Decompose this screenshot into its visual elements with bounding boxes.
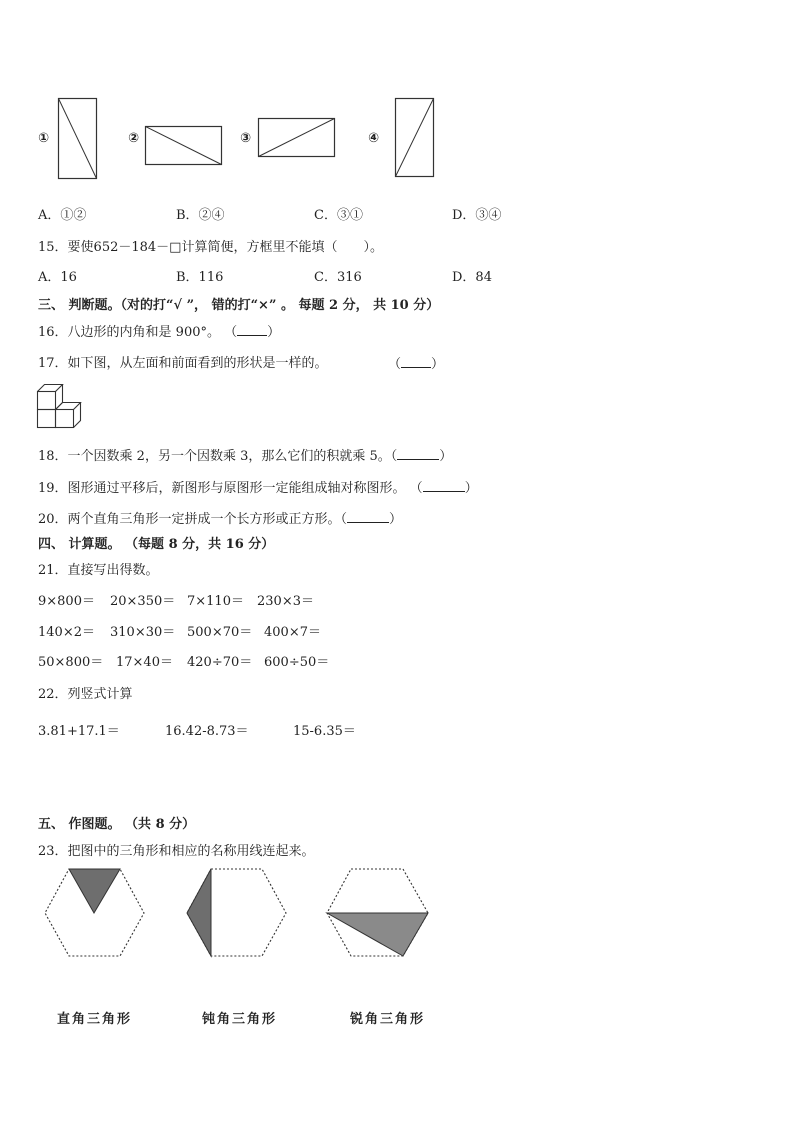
figure-label-2: ②	[128, 131, 140, 146]
q21-r2-c2: 310×30＝	[110, 625, 176, 640]
name-right-triangle: 直角三角形	[57, 1012, 133, 1027]
q17-open: （	[388, 357, 402, 372]
q21-r3-c2: 17×40＝	[116, 655, 173, 670]
q15-option-c: C．316	[314, 270, 362, 285]
q17-text: 17．如下图，从左面和前面看到的形状是一样的。	[38, 356, 328, 371]
q22-item-2: 16.42-8.73＝	[165, 724, 249, 739]
q21-r3-c1: 50×800＝	[38, 655, 104, 670]
section-3-heading: 三、 判断题。（对的打“√ ”， 错的打“×” 。 每题 2 分， 共 10 分）	[38, 298, 440, 313]
q18-close: ）	[439, 449, 453, 464]
q17	[38, 356, 328, 372]
hexagon-3	[326, 868, 430, 958]
figure-3-wide-rectangle	[258, 118, 336, 158]
q17-answer-blank[interactable]	[401, 356, 431, 368]
q17-answer	[388, 356, 444, 373]
q15-stem: 15．要使652－184－□计算简便，方框里不能填（ ）。	[38, 240, 383, 255]
hexagon-1-triangle	[69, 869, 120, 913]
q14-option-d: D．③④	[452, 208, 502, 223]
q21-r3-c4: 600÷50＝	[264, 655, 330, 670]
hexagon-2	[186, 868, 288, 958]
q20-text: 20．两个直角三角形一定拼成一个长方形或正方形。（	[38, 512, 348, 527]
q21-r2-c3: 500×70＝	[187, 625, 253, 640]
q20-close: ）	[389, 512, 403, 527]
q20	[38, 511, 402, 528]
q19-text: 19．图形通过平移后，新图形与原图形一定能组成轴对称图形。 （	[38, 481, 423, 496]
q21-title: 21．直接写出得数。	[38, 563, 159, 578]
q18-answer-blank[interactable]	[397, 448, 439, 460]
figure-label-3: ③	[240, 131, 252, 146]
q14-option-a: A．①②	[38, 208, 87, 223]
name-acute-triangle: 锐角三角形	[350, 1012, 426, 1027]
q14-option-b: B．②④	[176, 208, 225, 223]
q21-r1-c2: 20×350＝	[110, 594, 176, 609]
q21-r2-c4: 400×7＝	[264, 625, 321, 640]
q20-answer-blank[interactable]	[347, 511, 389, 523]
q21-r1-c4: 230×3＝	[257, 594, 314, 609]
q22-item-1: 3.81+17.1＝	[38, 724, 120, 739]
q19-close: ）	[464, 481, 478, 496]
q21-r1-c1: 9×800＝	[38, 594, 95, 609]
q19	[38, 480, 478, 497]
section-4-heading: 四、 计算题。 （每题 8 分，共 16 分）	[38, 537, 275, 552]
q17-close: ）	[431, 357, 445, 372]
q22-title: 22．列竖式计算	[38, 687, 133, 702]
hexagon-2-triangle	[187, 869, 211, 956]
figure-4-tall-rectangle	[395, 98, 435, 178]
q21-r2-c1: 140×2＝	[38, 625, 95, 640]
q16-text: 16．八边形的内角和是 900°。 （	[38, 325, 238, 340]
q15-option-b: B．116	[176, 270, 224, 285]
figure-label-4: ④	[368, 131, 380, 146]
q15-option-a: A．16	[38, 270, 77, 285]
q18-text: 18．一个因数乘 2，另一个因数乘 3，那么它们的积就乘 5。（	[38, 449, 398, 464]
figure-1-tall-rectangle	[58, 98, 98, 180]
q16-close: ）	[267, 325, 281, 340]
cubes-figure	[37, 384, 89, 432]
q22-item-3: 15-6.35＝	[293, 724, 356, 739]
hexagon-3-triangle	[327, 913, 428, 956]
figure-2-wide-rectangle	[145, 126, 223, 166]
q23-title: 23．把图中的三角形和相应的名称用线连起来。	[38, 844, 315, 859]
figure-label-1: ①	[38, 131, 50, 146]
q21-r3-c3: 420÷70＝	[187, 655, 253, 670]
q21-r1-c3: 7×110＝	[187, 594, 244, 609]
q19-answer-blank[interactable]	[423, 480, 465, 492]
q16	[38, 324, 280, 341]
section-5-heading: 五、 作图题。 （共 8 分）	[38, 817, 196, 832]
hexagon-1	[44, 868, 146, 958]
name-obtuse-triangle: 钝角三角形	[202, 1012, 278, 1027]
q18	[38, 448, 452, 465]
q16-answer-blank[interactable]	[237, 324, 267, 336]
q15-option-d: D．84	[452, 270, 492, 285]
q14-option-c: C．③①	[314, 208, 363, 223]
